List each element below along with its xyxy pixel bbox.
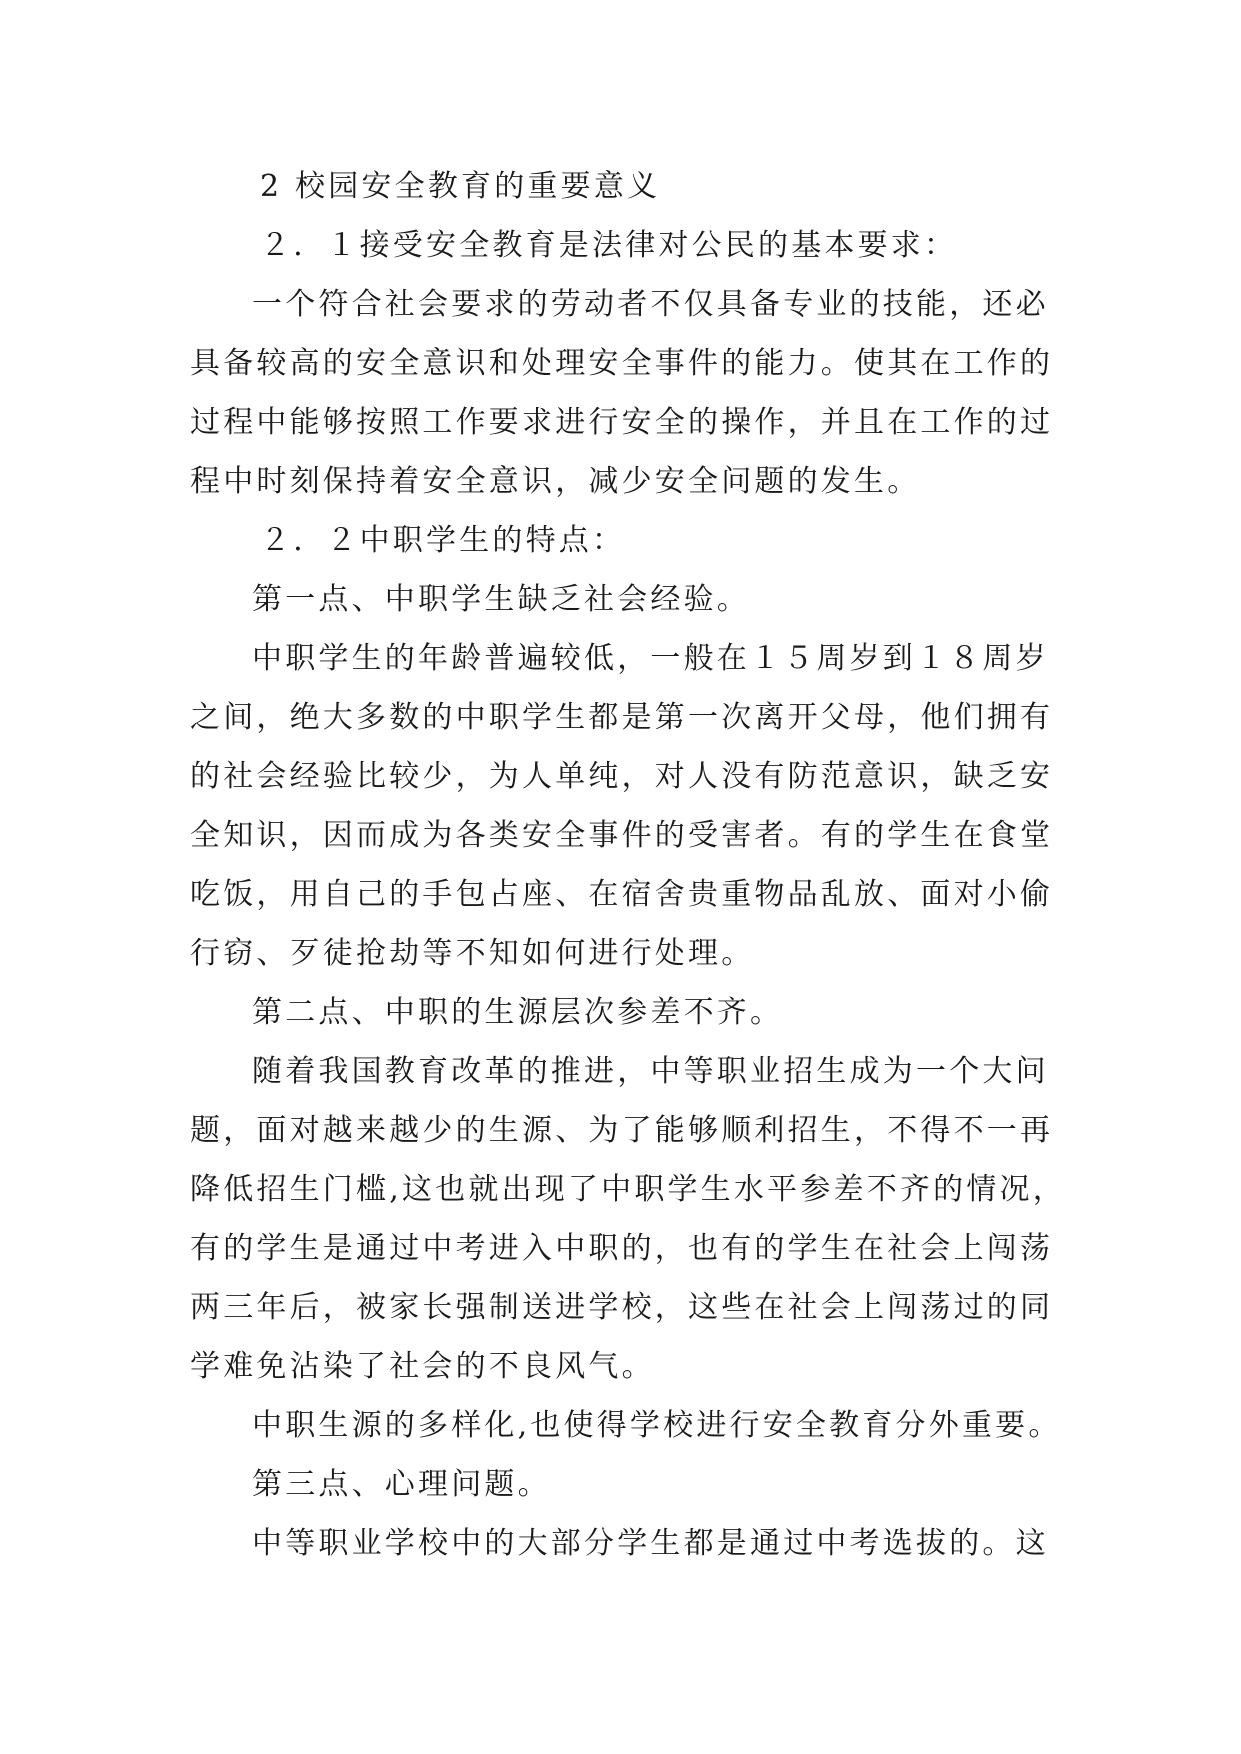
- subsection-heading: ２．１接受安全教育是法律对公民的基本要求：: [260, 228, 958, 263]
- document-body: [190, 157, 1066, 1573]
- point-heading: 第三点、心理问题。: [252, 1467, 551, 1502]
- paragraph-line: 中职生源的多样化,也使得学校进行安全教育分外重要。: [252, 1408, 1062, 1443]
- paragraph-line: 中等职业学校中的大部分学生都是通过中考选拔的。这: [252, 1526, 1049, 1561]
- paragraph-line: 降低招生门槛,这也就出现了中职学生水平参差不齐的情况，: [190, 1172, 1066, 1207]
- paragraph-line: 中职学生的年龄普遍较低，一般在１５周岁到１８周岁: [252, 641, 1049, 676]
- paragraph-line: 的社会经验比较少，为人单纯，对人没有防范意识，缺乏安: [190, 759, 1054, 794]
- paragraph-line: 一个符合社会要求的劳动者不仅具备专业的技能，还必: [252, 287, 1049, 322]
- section-heading: 2 校园安全教育的重要意义: [260, 169, 661, 204]
- paragraph-line: 之间，绝大多数的中职学生都是第一次离开父母，他们拥有: [190, 700, 1054, 735]
- point-heading: 第一点、中职学生缺乏社会经验。: [252, 582, 750, 617]
- paragraph-line: 全知识，因而成为各类安全事件的受害者。有的学生在食堂: [190, 818, 1054, 853]
- point-heading: 第二点、中职的生源层次参差不齐。: [252, 995, 784, 1030]
- subsection-heading: ２．２中职学生的特点：: [260, 523, 626, 558]
- paragraph-line: 随着我国教育改革的推进，中等职业招生成为一个大问: [252, 1054, 1049, 1089]
- paragraph-line: 两三年后，被家长强制送进学校，这些在社会上闯荡过的同: [190, 1290, 1054, 1325]
- paragraph-line: 题，面对越来越少的生源、为了能够顺利招生，不得不一再: [190, 1113, 1054, 1148]
- paragraph-line: 程中时刻保持着安全意识，减少安全问题的发生。: [190, 464, 921, 499]
- paragraph-line: 吃饭，用自己的手包占座、在宿舍贵重物品乱放、面对小偷: [190, 877, 1054, 912]
- paragraph-line: 学难免沾染了社会的不良风气。: [190, 1349, 655, 1384]
- paragraph-line: 具备较高的安全意识和处理安全事件的能力。使其在工作的: [190, 346, 1054, 381]
- paragraph-line: 有的学生是通过中考进入中职的，也有的学生在社会上闯荡: [190, 1231, 1054, 1266]
- paragraph-line: 过程中能够按照工作要求进行安全的操作，并且在工作的过: [190, 405, 1054, 440]
- paragraph-line: 行窃、歹徒抢劫等不知如何进行处理。: [190, 936, 755, 971]
